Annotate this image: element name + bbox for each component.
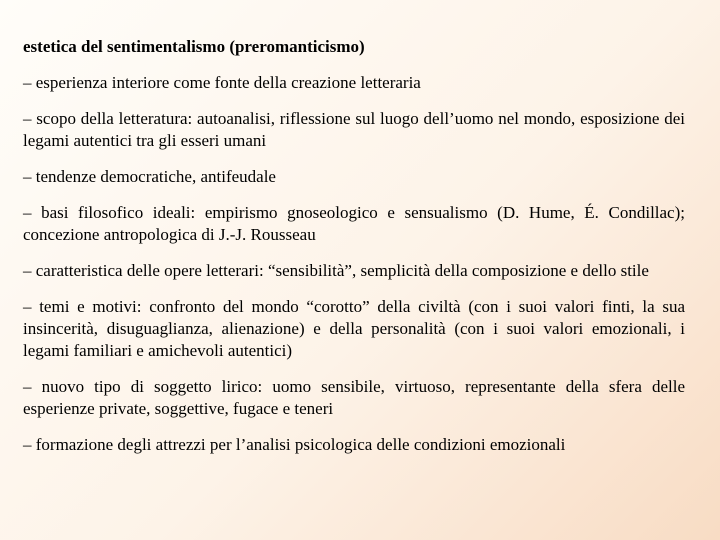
bullet-item: – scopo della letteratura: autoanalisi, riflessione sul luogo dell’uomo nel mondo, esposizione dei legami autentici tra gli esseri umani <box>23 109 685 150</box>
bullet-item: – tendenze democratiche, antifeudale <box>23 167 276 186</box>
bullet-item: – caratteristica delle opere letterari: “sensibilità”, semplicità della composizione e dello stile <box>23 261 649 280</box>
slide-title: estetica del sentimentalismo (preromanticismo) <box>23 37 365 56</box>
slide-content <box>23 36 685 456</box>
bullet-item: – esperienza interiore come fonte della creazione letteraria <box>23 73 421 92</box>
bullet-item: – nuovo tipo di soggetto lirico: uomo sensibile, virtuoso, representante della sfera delle esperienze private, soggettive, fugace e teneri <box>23 377 685 418</box>
bullet-item: – basi filosofico ideali: empirismo gnoseologico e sensualismo (D. Hume, É. Condillac); concezione antropologica di J.-J. Rousseau <box>23 203 685 244</box>
bullet-item: – formazione degli attrezzi per l’analisi psicologica delle condizioni emozionali <box>23 435 566 454</box>
bullet-item: – temi e motivi: confronto del mondo “corotto” della civiltà (con i suoi valori finti, la sua insincerità, disuguaglianza, alienazione) e della personalità (con i suoi valori emozionali, i legami familiari e amichevoli autentici) <box>23 297 685 360</box>
